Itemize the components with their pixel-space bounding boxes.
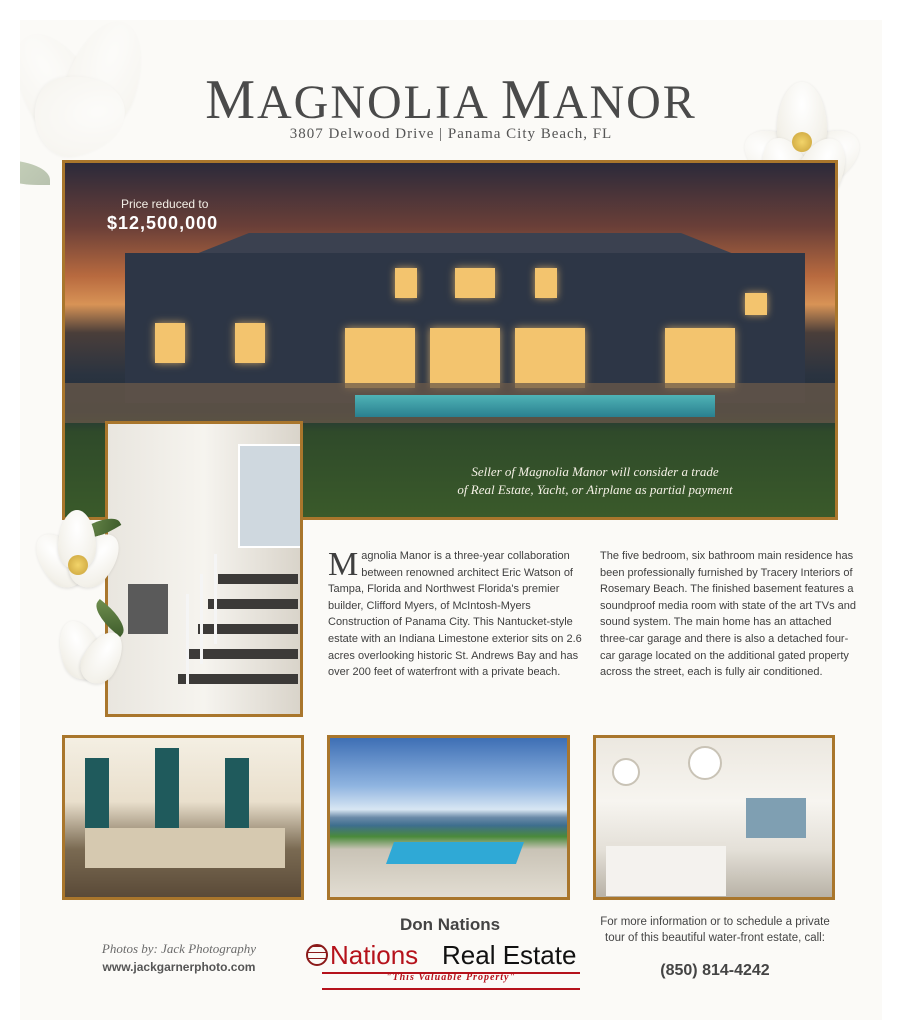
description-column-1: Magnolia Manor is a three-year collaboration between renowned architect Eric Watson of Tampa, Florida and Northwest Florida's premier builder, Clifford Myers, of McIntosh-Myers Construction of Panama City. This Nantucket-style estate with an Indiana Limestone exterior sits on 2.6 acres overlooking historic St. Andrews Bay and has over 200 feet of waterfront with a private beach.: [328, 546, 582, 679]
nations-real-estate-logo: Nations Real Estate "This Valuable Property": [306, 940, 586, 998]
photo-pool-bay: [327, 735, 570, 900]
description-dropcap: M: [328, 546, 359, 583]
magnolia-bloom-left: [30, 500, 140, 690]
trade-offer-text: Seller of Magnolia Manor will consider a trade of Real Estate, Yacht, or Airplane as partial payment: [457, 464, 733, 497]
photo-credit-url[interactable]: www.jackgarnerphoto.com: [102, 960, 256, 974]
globe-icon: [306, 944, 328, 966]
contact-phone[interactable]: (850) 814-4242: [660, 962, 770, 979]
hero-house: [125, 253, 805, 403]
photo-living-room: [62, 735, 304, 900]
price-value: $12,500,000: [107, 213, 219, 233]
photo-kitchen: [593, 735, 835, 900]
listing-page: [20, 20, 882, 1020]
price-label: Price reduced to: [121, 197, 209, 211]
contact-info-text: For more information or to schedule a private tour of this beautiful water-front estate, call:: [600, 916, 830, 944]
hero-pool: [355, 395, 715, 417]
photo-credit: Photos by: Jack Photography: [101, 941, 257, 956]
page-title: MAGNOLIA MANOR: [205, 69, 697, 131]
agent-name: Don Nations: [399, 915, 501, 934]
description-column-2: The five bedroom, six bathroom main residence has been professionally furnished by Tracery Interiors of Rosemary Beach. The finished basement features a soundproof media room with state of the art TVs and sound system. The main home has an attached three-car garage and there is also a detached four-car garage located on the additional gated property across the street, each is fully air conditioned.: [600, 550, 856, 679]
property-address: 3807 Delwood Drive | Panama City Beach, FL: [289, 126, 613, 142]
